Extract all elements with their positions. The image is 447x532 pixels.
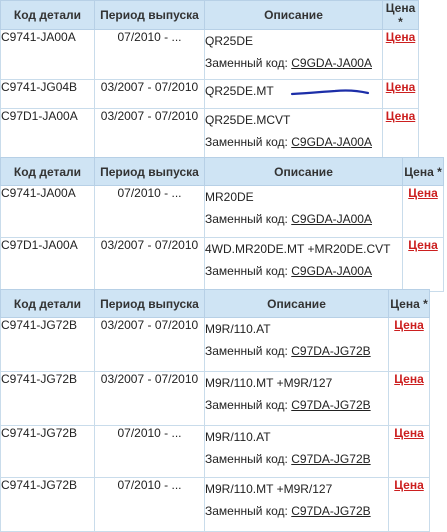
col-header-desc: Описание xyxy=(205,1,383,30)
price-link[interactable]: Цена xyxy=(385,30,416,44)
price-link[interactable]: Цена xyxy=(408,186,438,200)
part-code: C9741-JG72B xyxy=(1,478,95,532)
release-period: 07/2010 - ... xyxy=(95,426,205,478)
release-period: 03/2007 - 07/2010 xyxy=(95,109,205,160)
parts-table-2 xyxy=(0,157,444,292)
part-code: C9741-JG04B xyxy=(1,80,95,109)
replacement-code-link[interactable]: C9GDA-JA00A xyxy=(291,264,372,278)
description-cell xyxy=(205,238,403,292)
col-header-desc: Описание xyxy=(205,290,389,318)
replacement-label: Заменный код: xyxy=(205,56,288,70)
replacement-code-link[interactable]: C9GDA-JA00A xyxy=(291,56,372,70)
table-row xyxy=(1,426,430,478)
table-row xyxy=(1,186,444,238)
release-period: 07/2010 - ... xyxy=(95,186,205,238)
release-period: 07/2010 - ... xyxy=(95,478,205,532)
description: QR25DE.MCVT xyxy=(205,113,291,127)
part-code: C97D1-JA00A xyxy=(1,109,95,160)
replacement-code-link[interactable]: C97DA-JG72B xyxy=(291,398,371,412)
price-link[interactable]: Цена xyxy=(408,238,438,252)
replacement-line xyxy=(205,208,402,230)
header-row xyxy=(1,1,419,30)
part-code: C9741-JA00A xyxy=(1,30,95,80)
replacement-label: Заменный код: xyxy=(205,504,288,518)
table-row xyxy=(1,318,430,372)
col-header-price: Цена * xyxy=(383,1,419,30)
replacement-line xyxy=(205,448,388,470)
replacement-label: Заменный код: xyxy=(205,264,288,278)
replacement-line xyxy=(205,340,388,362)
replacement-label: Заменный код: xyxy=(205,135,288,149)
price-link[interactable]: Цена xyxy=(394,426,424,440)
price-link[interactable]: Цена xyxy=(394,372,424,386)
replacement-label: Заменный код: xyxy=(205,344,288,358)
table-row xyxy=(1,238,444,292)
replacement-code-link[interactable]: C97DA-JG72B xyxy=(291,344,371,358)
part-code: C9741-JA00A xyxy=(1,186,95,238)
table-row xyxy=(1,30,419,80)
price-link[interactable]: Цена xyxy=(385,109,416,123)
table-row xyxy=(1,372,430,426)
header-row xyxy=(1,158,444,186)
description-cell xyxy=(205,478,389,532)
col-header-period: Период выпуска xyxy=(95,1,205,30)
part-code: C9741-JG72B xyxy=(1,318,95,372)
parts-table-1 xyxy=(0,0,419,160)
col-header-period: Период выпуска xyxy=(95,158,205,186)
table-row xyxy=(1,478,430,532)
description: QR25DE.MT xyxy=(205,84,274,98)
release-period: 03/2007 - 07/2010 xyxy=(95,372,205,426)
part-code: C9741-JG72B xyxy=(1,426,95,478)
table-row xyxy=(1,109,419,160)
col-header-price: Цена * xyxy=(403,158,444,186)
replacement-code-link[interactable]: C9GDA-JA00A xyxy=(291,212,372,226)
description-cell xyxy=(205,372,389,426)
header-row xyxy=(1,290,430,318)
description: M9R/110.AT xyxy=(205,322,271,336)
replacement-label: Заменный код: xyxy=(205,398,288,412)
part-code: C9741-JG72B xyxy=(1,372,95,426)
col-header-price: Цена * xyxy=(389,290,430,318)
release-period: 03/2007 - 07/2010 xyxy=(95,318,205,372)
replacement-code-link[interactable]: C97DA-JG72B xyxy=(291,452,371,466)
replacement-line xyxy=(205,52,382,74)
replacement-code-link[interactable]: C97DA-JG72B xyxy=(291,504,371,518)
replacement-line xyxy=(205,394,388,416)
description-cell xyxy=(205,426,389,478)
description-cell xyxy=(205,109,383,160)
release-period: 03/2007 - 07/2010 xyxy=(95,80,205,109)
replacement-line xyxy=(205,500,388,522)
scribble-annotation xyxy=(290,84,370,98)
replacement-label: Заменный код: xyxy=(205,452,288,466)
parts-table-3 xyxy=(0,289,430,532)
replacement-code-link[interactable]: C9GDA-JA00A xyxy=(291,135,372,149)
description: M9R/110.MT +M9R/127 xyxy=(205,376,333,390)
release-period: 07/2010 - ... xyxy=(95,30,205,80)
col-header-code: Код детали xyxy=(1,1,95,30)
col-header-code: Код детали xyxy=(1,290,95,318)
replacement-line xyxy=(205,131,382,153)
part-code: C97D1-JA00A xyxy=(1,238,95,292)
col-header-desc: Описание xyxy=(205,158,403,186)
replacement-label: Заменный код: xyxy=(205,212,288,226)
description: M9R/110.AT xyxy=(205,430,271,444)
price-link[interactable]: Цена xyxy=(394,318,424,332)
description-cell xyxy=(205,30,383,80)
replacement-line xyxy=(205,260,402,282)
col-header-period: Период выпуска xyxy=(95,290,205,318)
price-link[interactable]: Цена xyxy=(394,478,424,492)
description: 4WD.MR20DE.MT +MR20DE.CVT xyxy=(205,242,391,256)
release-period: 03/2007 - 07/2010 xyxy=(95,238,205,292)
description-cell xyxy=(205,186,403,238)
description: QR25DE xyxy=(205,34,254,48)
price-link[interactable]: Цена xyxy=(385,80,416,94)
description: MR20DE xyxy=(205,190,254,204)
description: M9R/110.MT +M9R/127 xyxy=(205,482,333,496)
col-header-code: Код детали xyxy=(1,158,95,186)
description-cell xyxy=(205,318,389,372)
